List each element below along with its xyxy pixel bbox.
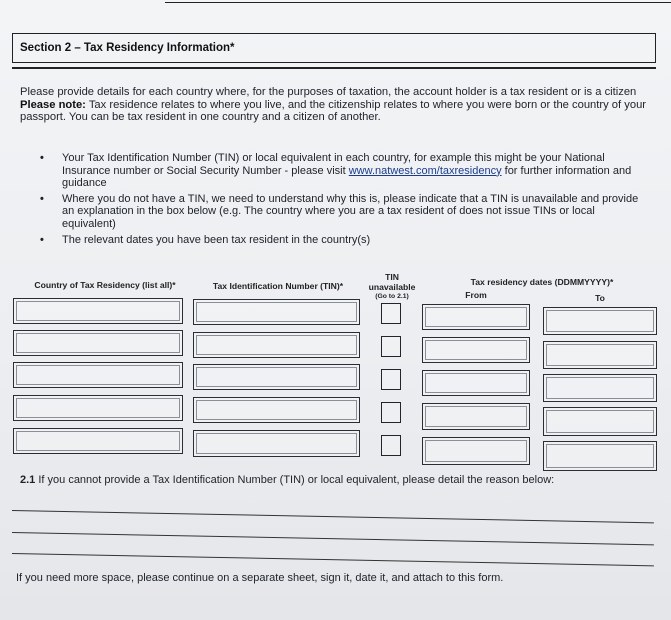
list-item: • Your Tax Identification Number (TIN) or local equivalent in each country, for example this might be your National Insurance number or Social Security Number - please visit www.natwest.com/taxresidency for further information and guidance: [40, 152, 632, 190]
question-number: 2.1: [20, 474, 36, 486]
to-date-field-5[interactable]: [543, 441, 657, 471]
intro-text: [20, 86, 650, 124]
header-tin: Tax Identification Number (TIN)*: [212, 281, 344, 291]
from-date-field-2[interactable]: [422, 337, 530, 363]
list-item: • The relevant dates you have been tax resident in the country(s): [40, 233, 371, 246]
tin-unavailable-checkbox-2[interactable]: [381, 336, 401, 357]
intro-paragraph: Please provide details for each country where, for the purposes of taxation, the account holder is a tax resident or is a citizen: [20, 86, 637, 98]
tin-unavailable-checkbox-4[interactable]: [381, 402, 401, 423]
tin-field-3[interactable]: [193, 364, 360, 390]
note-paragraph: [20, 99, 650, 124]
footer-note: If you need more space, please continue on a separate sheet, sign it, date it, and attach to this form.: [16, 572, 504, 584]
to-date-field-3[interactable]: [543, 374, 657, 402]
from-date-field-5[interactable]: [422, 437, 530, 465]
tin-field-1[interactable]: [193, 299, 360, 325]
from-date-field-3[interactable]: [422, 370, 530, 396]
country-field-3[interactable]: [13, 362, 183, 388]
section-header-box: [12, 33, 656, 63]
section-title: Section 2 – Tax Residency Information*: [20, 42, 235, 54]
tin-unavailable-checkbox-1[interactable]: [381, 303, 401, 324]
header-dates: Tax residency dates (DDMMYYYY)*: [470, 277, 614, 287]
tin-field-2[interactable]: [193, 332, 360, 358]
to-date-field-1[interactable]: [543, 307, 657, 335]
header-from: From: [465, 290, 487, 300]
bullet-text: Where you do not have a TIN, we need to understand why this is, please indicate that a TIN is unavailable and provide an explanation in the box below (e.g. The country where you are a tax resident of does not issue TINs or local equivalent): [62, 192, 639, 230]
reason-line-3[interactable]: [12, 553, 654, 566]
tin-field-5[interactable]: [193, 430, 360, 457]
from-date-field-4[interactable]: [422, 403, 530, 430]
question-text: If you cannot provide a Tax Identification Number (TIN) or local equivalent, please detail the reason below:: [35, 474, 555, 486]
header-unavailable: [360, 272, 424, 302]
reason-line-1[interactable]: [12, 510, 654, 523]
header-unavailable-goto: (Go to 2.1): [375, 293, 409, 300]
bullet-text: Your Tax Identification Number (TIN) or local equivalent in each country, for example this might be your National Insurance number or Social Security Number - please visit: [62, 152, 605, 177]
section-divider: [12, 67, 656, 69]
to-date-field-2[interactable]: [543, 341, 657, 369]
from-date-field-1[interactable]: [422, 304, 530, 330]
header-to: To: [595, 293, 605, 303]
top-rule: [165, 2, 671, 3]
header-unavailable-line1: TIN: [385, 272, 399, 282]
taxresidency-link[interactable]: www.natwest.com/taxresidency: [348, 164, 502, 177]
note-text: Tax residence relates to where you live, and the citizenship relates to where you were born or the country of your passport. You can be tax resident in one country and a citizen of another.: [20, 98, 647, 124]
bullet-text: The relevant dates you have been tax resident in the country(s): [62, 233, 371, 246]
reason-line-2[interactable]: [12, 532, 654, 545]
country-field-4[interactable]: [13, 395, 183, 421]
tin-field-4[interactable]: [193, 397, 360, 423]
list-item: • Where you do not have a TIN, we need to understand why this is, please indicate that a TIN is unavailable and provide an explanation in the box below (e.g. The country where you are a tax resident of does not issue TINs or local equivalent): [40, 192, 639, 230]
header-country: Country of Tax Residency (list all)*: [34, 280, 176, 290]
country-field-2[interactable]: [13, 330, 183, 356]
question-2-1: [20, 474, 554, 486]
requirements-list: [40, 152, 650, 249]
to-date-field-4[interactable]: [543, 407, 657, 436]
country-field-1[interactable]: [13, 298, 183, 324]
tin-unavailable-checkbox-3[interactable]: [381, 369, 401, 390]
bullet-text: for further information and guidance: [62, 164, 632, 190]
header-unavailable-line2: unavailable: [368, 282, 416, 292]
tin-unavailable-checkbox-5[interactable]: [381, 435, 401, 456]
country-field-5[interactable]: [13, 428, 183, 454]
note-label: Please note:: [20, 98, 86, 111]
